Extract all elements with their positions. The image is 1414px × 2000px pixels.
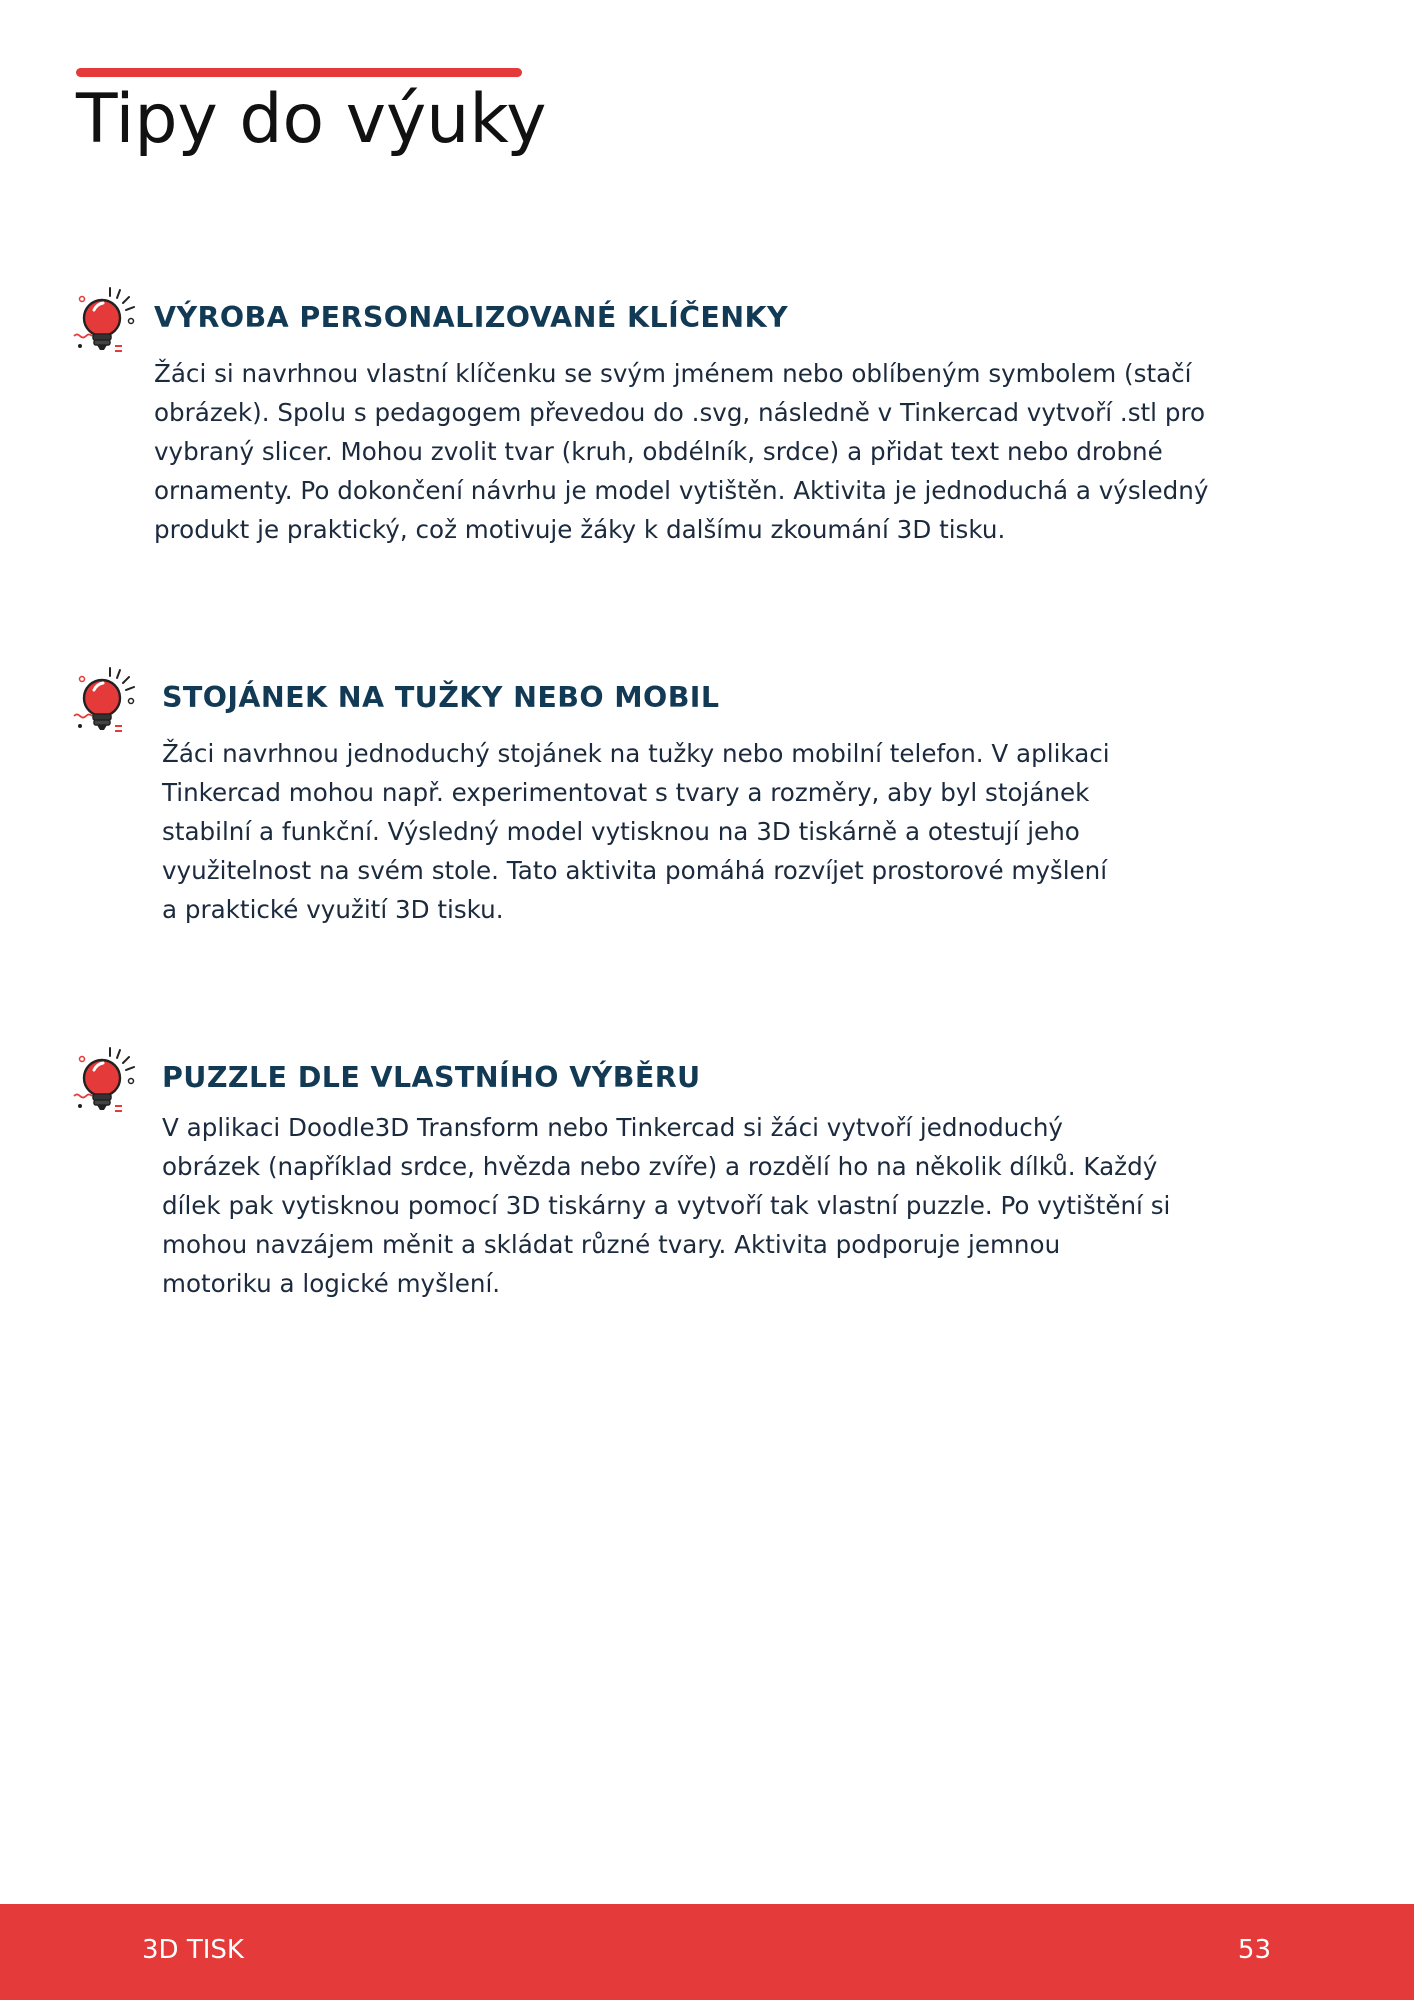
page-title: Tipy do výuky bbox=[76, 80, 547, 159]
page-footer bbox=[0, 1904, 1414, 2000]
tip-line: Žáci navrhnou jednoduchý stojánek na tužky nebo mobilní telefon. V aplikaci bbox=[162, 739, 1110, 768]
tip-heading: VÝROBA PERSONALIZOVANÉ KLÍČENKY bbox=[154, 301, 789, 334]
tip-line: ornamenty. Po dokončení návrhu je model vytištěn. Aktivita je jednoduchá a výsledný bbox=[154, 476, 1209, 505]
tip-line: V aplikaci Doodle3D Transform nebo Tinkercad si žáci vytvoří jednoduchý bbox=[162, 1113, 1063, 1142]
tip-line: obrázek (například srdce, hvězda nebo zvíře) a rozdělí ho na několik dílků. Každý bbox=[162, 1152, 1158, 1181]
tip-description bbox=[162, 1108, 1170, 1303]
tip-line: Žáci si navrhnou vlastní klíčenku se svým jménem nebo oblíbeným symbolem (stačí bbox=[154, 359, 1192, 388]
tip-line: mohou navzájem měnit a skládat různé tvary. Aktivita podporuje jemnou bbox=[162, 1230, 1061, 1259]
tip-line: motoriku a logické myšlení. bbox=[162, 1269, 501, 1298]
footer-section-label: 3D TISK bbox=[142, 1935, 244, 1965]
tip-description bbox=[162, 734, 1110, 929]
lightbulb-icon bbox=[72, 664, 138, 736]
tip-line: Tinkercad mohou např. experimentovat s tvary a rozměry, aby byl stojánek bbox=[162, 778, 1090, 807]
lightbulb-icon bbox=[72, 284, 138, 356]
tip-heading: STOJÁNEK NA TUŽKY NEBO MOBIL bbox=[162, 681, 720, 714]
tip-line: a praktické využití 3D tisku. bbox=[162, 895, 504, 924]
page-number: 53 bbox=[1237, 1935, 1271, 1965]
tip-line: dílek pak vytisknou pomocí 3D tiskárny a vytvoří tak vlastní puzzle. Po vytištění si bbox=[162, 1191, 1171, 1220]
title-accent-bar bbox=[76, 68, 522, 77]
lightbulb-icon bbox=[72, 1044, 138, 1116]
tip-heading: PUZZLE DLE VLASTNÍHO VÝBĚRU bbox=[162, 1061, 701, 1094]
tip-line: stabilní a funkční. Výsledný model vytisknou na 3D tiskárně a otestují jeho bbox=[162, 817, 1080, 846]
tip-line: produkt je praktický, což motivuje žáky k dalšímu zkoumání 3D tisku. bbox=[154, 515, 1006, 544]
tip-line: vybraný slicer. Mohou zvolit tvar (kruh, obdélník, srdce) a přidat text nebo drobné bbox=[154, 437, 1163, 466]
tip-description bbox=[154, 354, 1208, 549]
tip-line: obrázek). Spolu s pedagogem převedou do .svg, následně v Tinkercad vytvoří .stl pro bbox=[154, 398, 1206, 427]
tip-line: využitelnost na svém stole. Tato aktivita pomáhá rozvíjet prostorové myšlení bbox=[162, 856, 1108, 885]
